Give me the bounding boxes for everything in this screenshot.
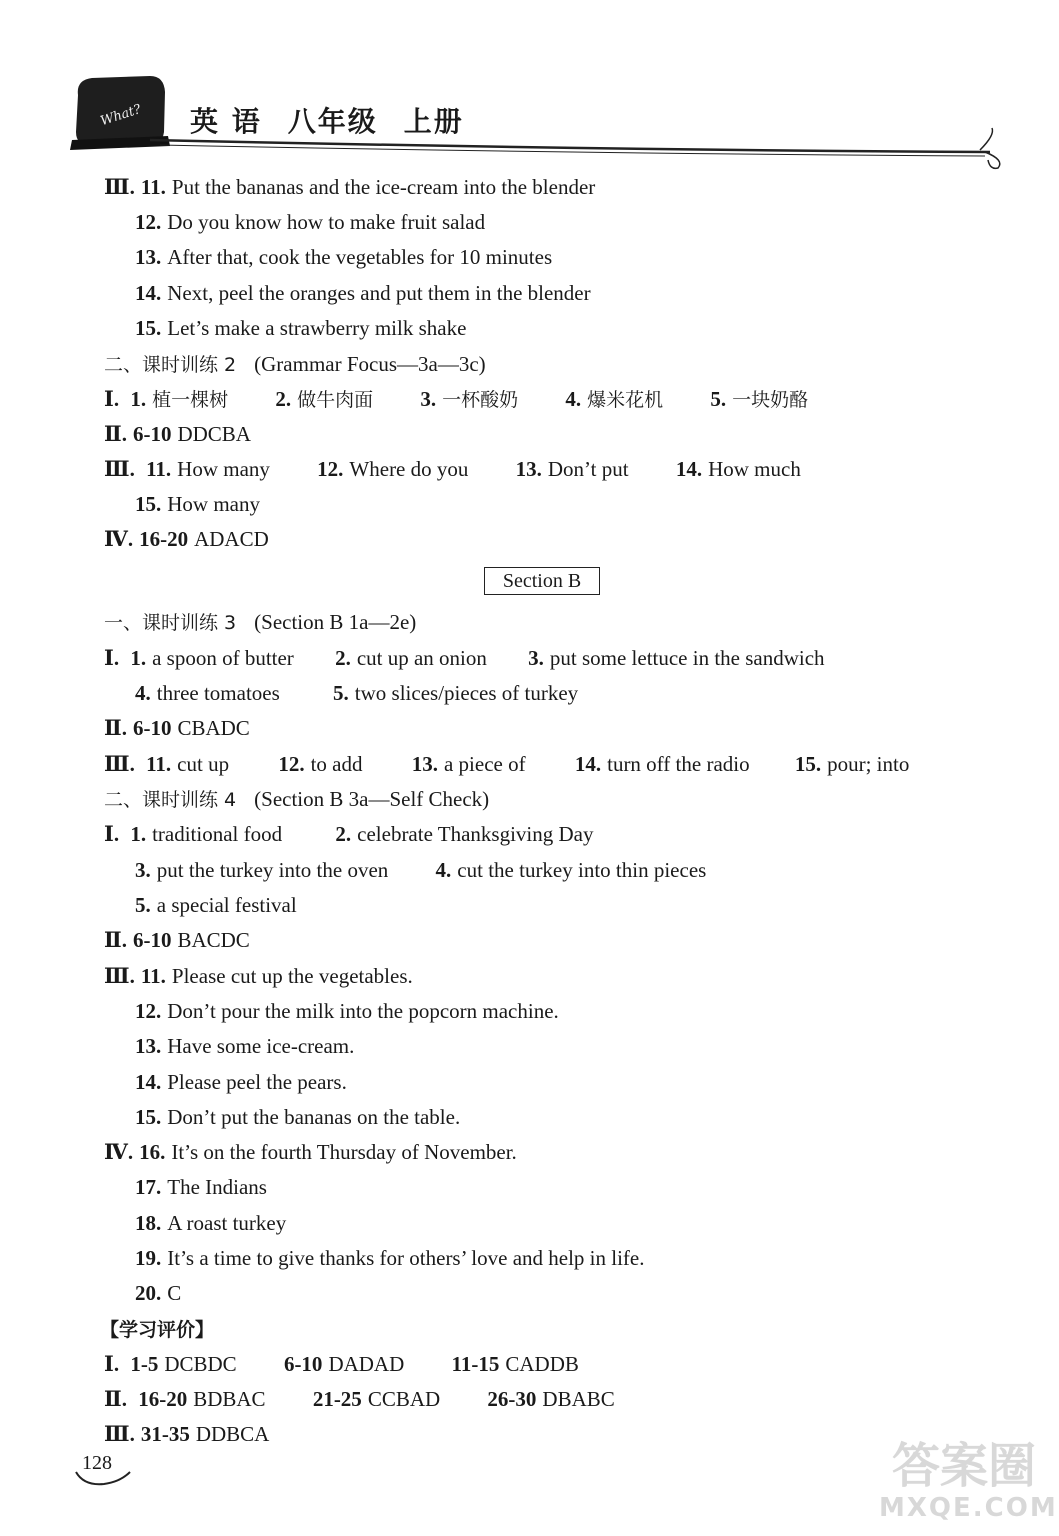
item-text: Please peel the pears. xyxy=(167,1070,347,1094)
roman-marker: Ⅲ. xyxy=(104,1422,135,1446)
item-text: pour; into xyxy=(827,752,910,776)
item-number: 6-10 xyxy=(283,1352,323,1376)
item-number: 21-25 xyxy=(312,1387,362,1411)
item-number: 11. xyxy=(146,752,172,776)
answer-line xyxy=(104,455,801,483)
item-text: three tomatoes xyxy=(156,681,280,705)
roman-marker: Ⅱ. xyxy=(104,1387,127,1411)
item-text: put the turkey into the oven xyxy=(156,858,389,882)
item-text: C xyxy=(167,1281,182,1305)
section-b-label: Section B xyxy=(484,567,600,595)
answer-line xyxy=(104,420,251,448)
item-number: 6-10 xyxy=(132,716,172,740)
section-heading xyxy=(104,350,486,379)
item-text: Put the bananas and the ice-cream into the blender xyxy=(171,175,596,199)
item-number: 2. xyxy=(335,646,351,670)
answer-line xyxy=(104,173,595,201)
roman-marker: Ⅰ. xyxy=(104,387,120,411)
section-heading xyxy=(100,1315,214,1344)
item-text: Where do you xyxy=(349,457,469,481)
page-title xyxy=(190,100,490,140)
item-number: 13. xyxy=(515,457,542,481)
heading-sub: (Grammar Focus—3a—3c) xyxy=(254,352,486,376)
item-number: 2. xyxy=(275,387,292,411)
roman-marker: Ⅱ. xyxy=(104,716,127,740)
item-number: 13. xyxy=(411,752,438,776)
item-text: Please cut up the vegetables. xyxy=(171,964,413,988)
item-number: 1. xyxy=(130,646,147,670)
item-number: 16-20 xyxy=(138,1387,188,1411)
item-text: DDCBA xyxy=(177,422,251,446)
item-text: put some lettuce in the sandwich xyxy=(549,646,825,670)
answer-line xyxy=(104,644,825,672)
item-text: DCBDC xyxy=(164,1352,237,1376)
item-text: Don’t put the bananas on the table. xyxy=(167,1105,461,1129)
logo-text: What? xyxy=(98,102,144,130)
item-number: 12. xyxy=(135,999,162,1023)
item-number: 12. xyxy=(278,752,305,776)
item-text: A roast turkey xyxy=(167,1211,287,1235)
item-number: 4. xyxy=(135,681,151,705)
item-number: 12. xyxy=(317,457,344,481)
item-number: 2. xyxy=(335,822,352,846)
item-number: 1. xyxy=(130,387,147,411)
item-number: 13. xyxy=(135,1034,162,1058)
item-text: After that, cook the vegetables for 10 minutes xyxy=(167,245,553,269)
item-text: CCBAD xyxy=(367,1387,441,1411)
item-text: 一杯酸奶 xyxy=(442,389,519,411)
item-text: It’s on the fourth Thursday of November. xyxy=(171,1140,517,1164)
item-number: 15. xyxy=(135,1105,162,1129)
heading-sub: (Section B 3a—Self Check) xyxy=(254,787,490,811)
answer-line xyxy=(104,385,808,414)
page-number-swoosh-icon xyxy=(74,1470,134,1490)
roman-marker: Ⅱ. xyxy=(104,422,127,446)
item-number: 4. xyxy=(565,387,582,411)
item-text: 爆米花机 xyxy=(587,389,664,411)
item-text: ADACD xyxy=(194,527,269,551)
answer-line xyxy=(135,856,706,884)
watermark-top: 答案圈 xyxy=(891,1438,1036,1494)
header-decoration-icon xyxy=(0,0,1059,175)
answer-line xyxy=(135,997,559,1025)
answer-line xyxy=(104,525,269,553)
item-text: BDBAC xyxy=(193,1387,266,1411)
item-text: DDBCA xyxy=(195,1422,270,1446)
item-number: 6-10 xyxy=(132,422,172,446)
heading-text: 【学习评价】 xyxy=(100,1319,215,1341)
roman-marker: Ⅲ. xyxy=(104,457,135,481)
roman-marker: Ⅳ. xyxy=(104,527,134,551)
answer-line xyxy=(135,1068,347,1096)
item-text: DADAD xyxy=(328,1352,405,1376)
answer-line xyxy=(104,1385,615,1413)
item-number: 3. xyxy=(135,858,151,882)
item-text: How much xyxy=(708,457,801,481)
roman-marker: Ⅲ. xyxy=(104,175,135,199)
answer-line xyxy=(135,1209,286,1237)
title-subject: 英 语 xyxy=(190,105,262,138)
item-text: CADDB xyxy=(505,1352,579,1376)
item-number: 13. xyxy=(135,245,162,269)
answer-line xyxy=(135,279,591,307)
item-text: DBABC xyxy=(542,1387,615,1411)
page-header xyxy=(0,0,1059,175)
section-heading xyxy=(104,785,489,814)
answer-line xyxy=(135,490,260,518)
item-text: cut up xyxy=(177,752,230,776)
item-number: 16. xyxy=(139,1140,166,1164)
item-text: It’s a time to give thanks for others’ love and help in life. xyxy=(167,1246,645,1270)
item-number: 5. xyxy=(710,387,727,411)
item-text: a special festival xyxy=(156,893,297,917)
answer-line xyxy=(104,962,413,990)
answer-line xyxy=(135,1279,181,1307)
answer-line xyxy=(104,926,250,954)
item-text: to add xyxy=(310,752,363,776)
item-number: 5. xyxy=(135,893,151,917)
roman-marker: Ⅳ. xyxy=(104,1140,134,1164)
item-text: turn off the radio xyxy=(607,752,750,776)
item-number: 11-15 xyxy=(451,1352,500,1376)
item-text: Don’t put xyxy=(547,457,629,481)
item-number: 1. xyxy=(130,822,147,846)
answer-line xyxy=(135,679,578,707)
item-text: Let’s make a strawberry milk shake xyxy=(167,316,467,340)
item-text: cut up an onion xyxy=(356,646,487,670)
heading-text: 一、课时训练 3 xyxy=(104,612,237,634)
page-number-text: 128 xyxy=(82,1452,112,1474)
item-text: traditional food xyxy=(152,822,283,846)
answer-line xyxy=(104,1350,579,1378)
item-text: How many xyxy=(177,457,270,481)
item-number: 19. xyxy=(135,1246,162,1270)
answer-line xyxy=(135,891,297,919)
item-number: 12. xyxy=(135,210,162,234)
item-text: celebrate Thanksgiving Day xyxy=(357,822,594,846)
answer-line xyxy=(104,1138,517,1166)
item-number: 14. xyxy=(135,1070,162,1094)
roman-marker: Ⅲ. xyxy=(104,752,135,776)
item-number: 15. xyxy=(135,492,162,516)
answer-line xyxy=(104,1420,269,1448)
answer-line xyxy=(135,1244,645,1272)
item-text: Don’t pour the milk into the popcorn machine. xyxy=(167,999,559,1023)
answer-line xyxy=(104,714,250,742)
answer-line xyxy=(135,243,552,271)
item-text: 植一棵树 xyxy=(152,389,229,411)
item-text: BACDC xyxy=(177,928,250,952)
item-text: How many xyxy=(167,492,260,516)
answer-line xyxy=(135,1032,354,1060)
item-text: cut the turkey into thin pieces xyxy=(457,858,707,882)
item-text: Next, peel the oranges and put them in the blender xyxy=(167,281,591,305)
item-number: 5. xyxy=(333,681,349,705)
item-number: 11. xyxy=(140,964,166,988)
item-number: 14. xyxy=(135,281,162,305)
heading-sub: (Section B 1a—2e) xyxy=(254,610,417,634)
watermark-bottom: MXQE.COM xyxy=(879,1493,1058,1523)
item-number: 14. xyxy=(574,752,602,776)
item-number: 20. xyxy=(135,1281,162,1305)
answer-line xyxy=(135,1173,267,1201)
roman-marker: Ⅲ. xyxy=(104,964,135,988)
item-number: 1-5 xyxy=(130,1352,159,1376)
answer-line xyxy=(135,208,485,236)
item-text: 一块奶酪 xyxy=(732,389,809,411)
item-number: 3. xyxy=(528,646,544,670)
item-text: two slices/pieces of turkey xyxy=(354,681,579,705)
item-number: 15. xyxy=(135,316,162,340)
answer-line xyxy=(135,314,466,342)
item-number: 31-35 xyxy=(140,1422,190,1446)
answer-line xyxy=(104,820,594,848)
item-text: Do you know how to make fruit salad xyxy=(167,210,486,234)
title-volume: 上册 xyxy=(403,105,464,138)
answer-line xyxy=(135,1103,460,1131)
item-number: 6-10 xyxy=(132,928,172,952)
item-text: Have some ice-cream. xyxy=(167,1034,355,1058)
item-number: 16-20 xyxy=(139,527,189,551)
item-number: 11. xyxy=(140,175,166,199)
roman-marker: Ⅰ. xyxy=(104,646,120,670)
watermark-logo xyxy=(879,1438,1058,1528)
item-number: 4. xyxy=(435,858,452,882)
item-text: 做牛肉面 xyxy=(297,389,374,411)
heading-text: 二、课时训练 2 xyxy=(104,354,237,376)
item-number: 11. xyxy=(146,457,172,481)
item-text: The Indians xyxy=(167,1175,267,1199)
item-text: CBADC xyxy=(177,716,250,740)
roman-marker: Ⅰ. xyxy=(104,822,120,846)
item-number: 3. xyxy=(420,387,437,411)
heading-text: 二、课时训练 4 xyxy=(104,789,237,811)
title-grade: 八年级 xyxy=(287,105,378,138)
roman-marker: Ⅰ. xyxy=(104,1352,120,1376)
item-text: a piece of xyxy=(443,752,526,776)
item-text: a spoon of butter xyxy=(152,646,294,670)
item-number: 26-30 xyxy=(487,1387,537,1411)
item-number: 18. xyxy=(135,1211,162,1235)
item-number: 14. xyxy=(675,457,703,481)
roman-marker: Ⅱ. xyxy=(104,928,127,952)
item-number: 15. xyxy=(794,752,822,776)
answer-line xyxy=(104,750,909,778)
section-heading xyxy=(104,608,416,637)
item-number: 17. xyxy=(135,1175,162,1199)
